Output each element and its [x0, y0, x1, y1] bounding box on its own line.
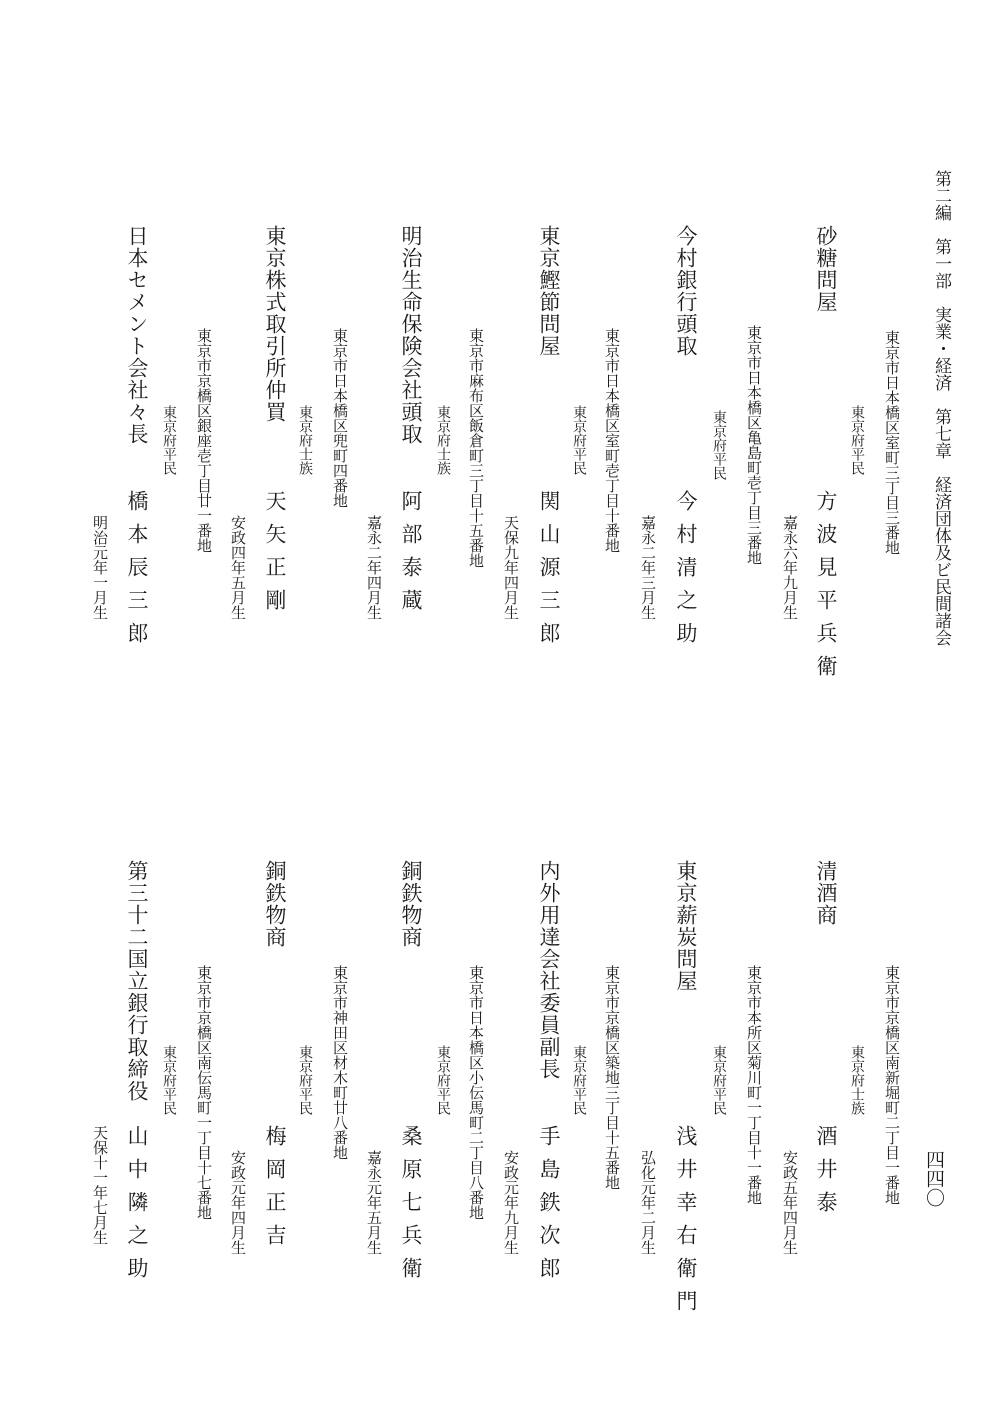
entry-birth: 天保十一年七月生	[91, 1125, 109, 1245]
running-head: 第二編 第一部 実業・経済 第七章 経済団体及ビ民間諸会	[931, 170, 951, 646]
entry-status: 東京府平民	[711, 410, 727, 480]
entry-birth: 安政元年四月生	[229, 1150, 247, 1255]
entry-title: 内外用達会社委員副長	[537, 860, 561, 1080]
entry-title: 今村銀行頭取	[674, 225, 698, 357]
entry-birth: 弘化元年二月生	[639, 1150, 657, 1255]
entry-status: 東京府士族	[849, 1045, 865, 1115]
entry-status: 東京府平民	[571, 1045, 587, 1115]
entry-title: 第三十二国立銀行取締役	[125, 860, 149, 1102]
entry-name: 梅岡正吉	[263, 1125, 287, 1257]
entry-birth: 安政四年五月生	[229, 515, 247, 620]
entry-address: 東京市日本橋区兜町四番地	[331, 328, 349, 508]
entry-status: 東京府平民	[161, 405, 177, 475]
entry-title: 東京薪炭問屋	[674, 860, 698, 992]
entry-address: 東京市神田区材木町廿八番地	[331, 965, 349, 1160]
entry-name: 浅井幸右衛門	[674, 1125, 698, 1323]
entry-status: 東京府平民	[711, 1045, 727, 1115]
entry-birth: 嘉永元年五月生	[365, 1150, 383, 1255]
entry-name: 関山源三郎	[537, 490, 561, 655]
entry-address: 東京市麻布区飯倉町三丁目十五番地	[467, 328, 485, 568]
entry-address: 東京市京橋区銀座壱丁目廿一番地	[195, 328, 213, 553]
entry-name: 天矢正剛	[263, 490, 287, 622]
entry-status: 東京府平民	[571, 405, 587, 475]
entry-birth: 安政元年九月生	[502, 1150, 520, 1255]
entry-title: 日本セメント会社々長	[125, 225, 149, 445]
entry-address: 東京市日本橋区室町三丁目三番地	[883, 330, 901, 555]
entry-title: 清酒商	[814, 860, 838, 926]
entry-title: 銅鉄物商	[399, 860, 423, 948]
entry-name: 山中隣之助	[125, 1125, 149, 1290]
entry-birth: 嘉永二年四月生	[365, 515, 383, 620]
entry-birth: 明治元年一月生	[91, 515, 109, 620]
entry-title: 東京鰹節問屋	[537, 225, 561, 357]
entry-name: 手島鉄次郎	[537, 1125, 561, 1290]
entry-status: 東京府士族	[435, 405, 451, 475]
entry-address: 東京市日本橋区室町壱丁目十番地	[603, 328, 621, 553]
entry-status: 東京府平民	[297, 1045, 313, 1115]
entry-name: 橋本辰三郎	[125, 490, 149, 655]
entry-title: 砂糖問屋	[814, 225, 838, 313]
entry-birth: 嘉永二年三月生	[639, 515, 657, 620]
entry-birth: 天保九年四月生	[502, 515, 520, 620]
entry-birth: 安政五年四月生	[781, 1150, 799, 1255]
entry-name: 桑原七兵衛	[399, 1125, 423, 1290]
entry-address: 東京市日本橋区亀島町壱丁目三番地	[745, 325, 763, 565]
entry-name: 阿部泰蔵	[399, 490, 423, 622]
entry-name: 方波見平兵衛	[814, 490, 838, 688]
entry-name: 酒井泰	[814, 1125, 838, 1224]
entry-status: 東京府平民	[849, 405, 865, 475]
entry-title: 東京株式取引所仲買	[263, 225, 287, 423]
entry-address: 東京市京橋区築地三丁目十五番地	[603, 965, 621, 1190]
entry-title: 銅鉄物商	[263, 860, 287, 948]
entry-address: 東京市京橋区南伝馬町一丁目十七番地	[195, 965, 213, 1220]
entry-status: 東京府平民	[161, 1045, 177, 1115]
entry-birth: 嘉永六年九月生	[781, 515, 799, 620]
entry-status: 東京府平民	[435, 1045, 451, 1115]
entry-name: 今村清之助	[674, 490, 698, 655]
page-number: 四四〇	[923, 1150, 945, 1207]
entry-address: 東京市本所区菊川町一丁目十一番地	[745, 965, 763, 1205]
entry-title: 明治生命保険会社頭取	[399, 225, 423, 445]
entry-status: 東京府士族	[297, 405, 313, 475]
entry-address: 東京市京橋区南新堀町二丁目一番地	[883, 965, 901, 1205]
entry-address: 東京市日本橋区小伝馬町二丁目八番地	[467, 965, 485, 1220]
